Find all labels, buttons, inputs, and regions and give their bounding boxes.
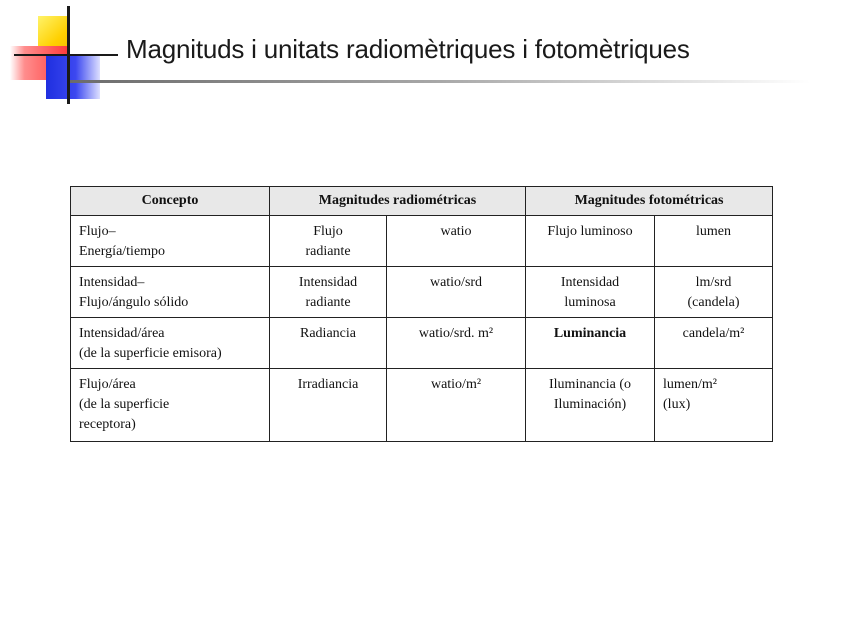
cell-concept: Intensidad/área (de la superficie emisora) — [71, 318, 270, 369]
cell-rad-magnitude: Radiancia — [270, 318, 387, 369]
cell-rad-unit: watio/srd. m² — [387, 318, 526, 369]
cell-rad-magnitude: Intensidad radiante — [270, 267, 387, 318]
logo-blue-square — [46, 55, 100, 99]
cell-rad-magnitude: Irradiancia — [270, 369, 387, 442]
header-concept: Concepto — [71, 187, 270, 216]
cell-photo-magnitude: Luminancia — [526, 318, 655, 369]
cell-photo-magnitude: Intensidad luminosa — [526, 267, 655, 318]
cell-concept: Flujo/área (de la superficie receptora) — [71, 369, 270, 442]
cell-concept: Flujo– Energía/tiempo — [71, 216, 270, 267]
title-underline — [70, 80, 810, 83]
cell-photo-unit: lm/srd (candela) — [655, 267, 773, 318]
logo-horizontal-line — [14, 54, 118, 56]
slide-title: Magnituds i unitats radiomètriques i fotomètriques — [126, 34, 690, 64]
decorative-logo — [0, 0, 120, 110]
cell-photo-magnitude: Flujo luminoso — [526, 216, 655, 267]
cell-photo-magnitude: Iluminancia (o Iluminación) — [526, 369, 655, 442]
cell-photo-unit: candela/m² — [655, 318, 773, 369]
table-header-row — [71, 187, 773, 216]
table-row — [71, 318, 773, 369]
cell-rad-unit: watio/m² — [387, 369, 526, 442]
header-photometric: Magnitudes fotométricas — [526, 187, 773, 216]
cell-concept: Intensidad– Flujo/ángulo sólido — [71, 267, 270, 318]
cell-photo-unit: lumen — [655, 216, 773, 267]
cell-rad-unit: watio/srd — [387, 267, 526, 318]
units-table — [70, 186, 773, 442]
header-radiometric: Magnitudes radiométricas — [270, 187, 526, 216]
table-row — [71, 267, 773, 318]
cell-rad-unit: watio — [387, 216, 526, 267]
table-row — [71, 369, 773, 442]
cell-rad-magnitude: Flujo radiante — [270, 216, 387, 267]
cell-photo-unit: lumen/m² (lux) — [655, 369, 773, 442]
table-row — [71, 216, 773, 267]
